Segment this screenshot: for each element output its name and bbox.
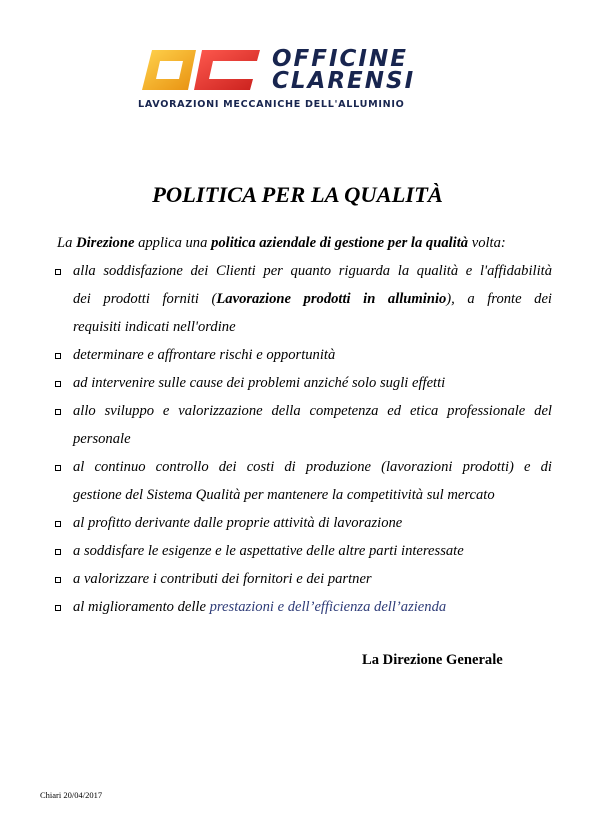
list-item-line xyxy=(73,599,552,616)
list-item-line: requisiti indicati nell'ordine xyxy=(73,319,236,335)
list-item-line: gestione del Sistema Qualità per mantenere la competitività sul mercato xyxy=(73,487,495,503)
intro-text: applica una xyxy=(134,235,212,251)
bullet-marker xyxy=(55,605,61,611)
bullet-marker xyxy=(55,353,61,359)
list-item-line: personale xyxy=(73,431,131,447)
list-item-line: al profitto derivante dalle proprie attività di lavorazione xyxy=(73,515,403,531)
list-item-line: alla soddisfazione dei Clienti per quanto riguarda la qualità e l'affidabilità xyxy=(73,263,552,279)
oc-logo-mark xyxy=(138,50,262,90)
bullet-marker xyxy=(55,521,61,527)
list-item-line: determinare e affrontare rischi e opportunità xyxy=(73,347,336,363)
bullet-marker xyxy=(55,409,61,415)
bullet-marker xyxy=(55,465,61,471)
footer-place-date: Chiari 20/04/2017 xyxy=(40,790,103,800)
bullet-marker xyxy=(55,269,61,275)
company-logo xyxy=(138,48,468,118)
list-item-text: ), a fronte dei xyxy=(446,291,552,307)
document-title: POLITICA PER LA QUALITÀ xyxy=(152,182,443,207)
logo-tagline: LAVORAZIONI MECCANICHE DELL'ALLUMINIO xyxy=(138,99,405,110)
bullet-marker xyxy=(55,577,61,583)
intro-bold: politica aziendale di gestione per la qualità xyxy=(211,235,469,251)
list-item-text: dei prodotti forniti ( xyxy=(73,291,217,307)
list-item-text: al miglioramento delle xyxy=(73,599,210,615)
list-item-highlight: prestazioni e dell’efficienza dell’azienda xyxy=(209,599,447,615)
intro-text: volta: xyxy=(468,235,506,251)
signature: La Direzione Generale xyxy=(362,652,503,668)
intro-bold: Direzione xyxy=(76,235,135,251)
list-item-line xyxy=(73,291,552,308)
list-item-line: a valorizzare i contributi dei fornitori e dei partner xyxy=(73,571,372,587)
bullet-marker xyxy=(55,381,61,387)
bullet-marker xyxy=(55,549,61,555)
list-item-line: al continuo controllo dei costi di produzione (lavorazioni prodotti) e di xyxy=(73,459,552,475)
list-item-line: allo sviluppo e valorizzazione della competenza ed etica professionale del xyxy=(73,403,552,419)
logo-name-line2: CLARENSI xyxy=(272,68,416,94)
list-item-line: a soddisfare le esigenze e le aspettative delle altre parti interessate xyxy=(73,543,464,559)
logo-name-line1: OFFICINE xyxy=(272,46,408,72)
intro-text: La xyxy=(57,235,77,251)
list-item-bold: Lavorazione prodotti in alluminio xyxy=(216,291,447,307)
list-item-line: ad intervenire sulle cause dei problemi anziché solo sugli effetti xyxy=(73,375,446,391)
intro-paragraph xyxy=(57,235,506,252)
